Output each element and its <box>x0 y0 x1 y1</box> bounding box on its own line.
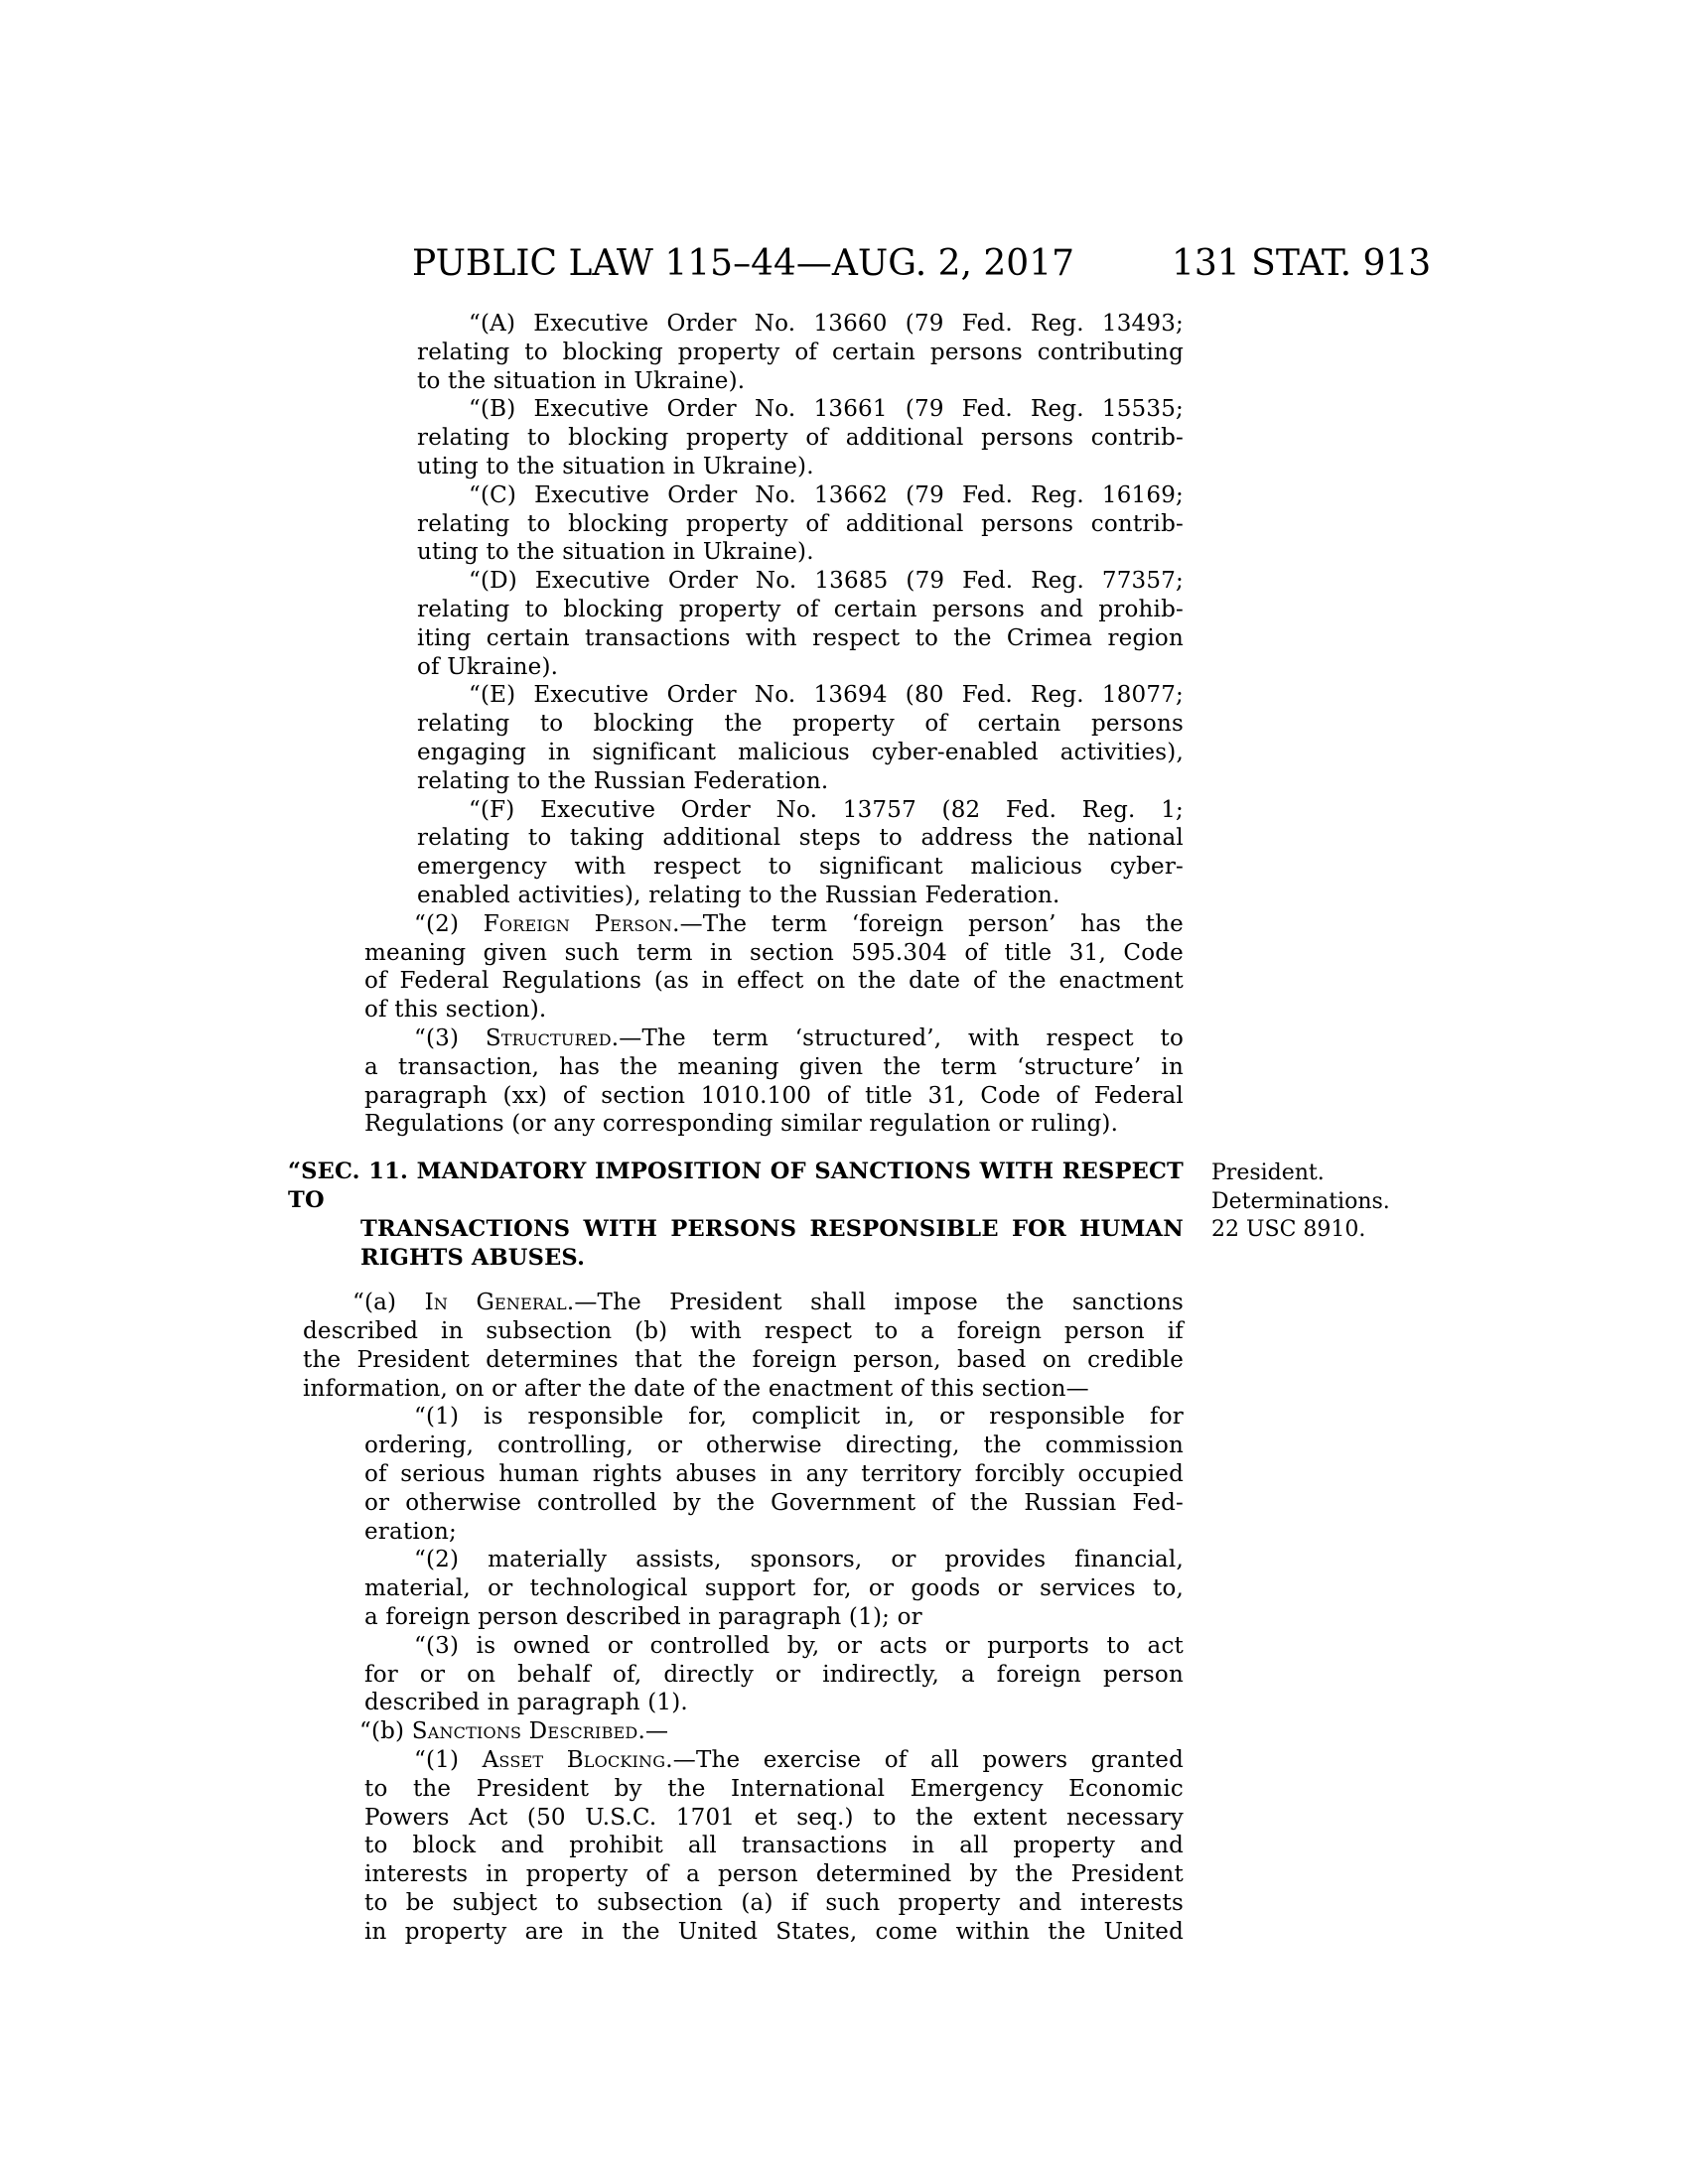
text-segment: engaging in significant malicious cyber-enabled activities), <box>417 739 1184 765</box>
text-line <box>469 481 1184 510</box>
text-segment: material, or technological support for, or goods or services to, <box>364 1575 1184 1602</box>
text-segment: ordering, controlling, or otherwise directing, the commission <box>364 1433 1184 1459</box>
text-line <box>364 1918 1184 1947</box>
text-line <box>364 1889 1184 1918</box>
text-line <box>364 1574 1184 1603</box>
text-line <box>364 1689 1184 1717</box>
small-caps-term: Asset Blocking <box>482 1747 666 1774</box>
text-segment: Powers Act (50 U.S.C. 1701 et seq.) to the extent necessary <box>364 1804 1184 1831</box>
text-line <box>414 1403 1184 1432</box>
text-segment: to the President by the International Emergency Economic <box>364 1775 1184 1802</box>
text-segment: “(1) <box>414 1747 483 1774</box>
text-segment: “SEC. 11. MANDATORY IMPOSITION OF SANCTIONS WITH RESPECT TO <box>288 1159 1184 1213</box>
text-line <box>469 310 1184 339</box>
text-line <box>364 996 1184 1024</box>
text-segment: or otherwise controlled by the Government of the Russian Fed- <box>364 1489 1184 1516</box>
text-line <box>359 1717 1184 1746</box>
text-segment: information, on or after the date of the enactment of this section— <box>303 1375 1089 1402</box>
text-line <box>414 1746 1184 1775</box>
text-segment: .—The President shall impose the sanctions <box>566 1290 1184 1316</box>
text-segment: “(A) Executive Order No. 13660 (79 Fed. Reg. 13493; <box>469 311 1184 337</box>
text-segment: relating to taking additional steps to address the national <box>417 825 1184 852</box>
text-segment: TRANSACTIONS WITH PERSONS RESPONSIBLE FOR HUMAN <box>360 1215 1184 1242</box>
section-heading <box>288 1158 1184 1272</box>
text-segment: uting to the situation in Ukraine). <box>417 539 814 566</box>
text-segment: described in subsection (b) with respect to a foreign person if <box>303 1318 1184 1345</box>
text-segment: Regulations (or any corresponding similar regulation or ruling). <box>364 1111 1119 1138</box>
text-line <box>364 1082 1184 1111</box>
text-segment: .—The exercise of all powers granted <box>665 1747 1185 1774</box>
text-segment: relating to blocking the property of certain persons <box>417 711 1184 738</box>
text-line <box>469 395 1184 424</box>
statute-text-block-1 <box>303 310 1184 1139</box>
text-segment: “(F) Executive Order No. 13757 (82 Fed. Reg. 1; <box>469 796 1184 823</box>
text-segment: of this section). <box>364 997 547 1024</box>
text-line <box>1211 1188 1470 1217</box>
text-segment: .—The term ‘foreign person’ has the <box>672 910 1184 937</box>
text-segment: Determinations. <box>1211 1188 1390 1214</box>
text-segment: relating to the Russian Federation. <box>417 767 829 794</box>
text-segment: RIGHTS ABUSES. <box>360 1244 586 1271</box>
text-line <box>417 710 1184 739</box>
text-line <box>414 1632 1184 1661</box>
text-segment: meaning given such term in section 595.304 of title 31, Code <box>364 939 1184 966</box>
small-caps-term: Sanctions Described <box>411 1718 638 1745</box>
text-segment: “(3) <box>414 1024 486 1051</box>
text-line <box>417 767 1184 796</box>
text-line <box>364 1832 1184 1860</box>
text-segment: 22 USC 8910. <box>1211 1217 1366 1243</box>
text-segment: a foreign person described in paragraph (1); or <box>364 1604 922 1631</box>
text-segment: for or on behalf of, directly or indirectly, a foreign person <box>364 1661 1184 1688</box>
text-line <box>364 1053 1184 1082</box>
text-line <box>303 1317 1184 1346</box>
text-line <box>303 1375 1184 1404</box>
text-line <box>364 1603 1184 1632</box>
small-caps-term: Structured <box>485 1024 612 1051</box>
text-segment: of serious human rights abuses in any territory forcibly occupied <box>364 1461 1184 1488</box>
text-segment: “(b) <box>359 1718 412 1745</box>
running-head-title: PUBLIC LAW 115–44—AUG. 2, 2017 <box>411 243 1075 284</box>
text-segment: emergency with respect to significant malicious cyber- <box>417 854 1184 881</box>
text-line <box>303 1346 1184 1375</box>
running-head-stat: 131 STAT. 913 <box>1172 243 1432 284</box>
text-line <box>364 1432 1184 1460</box>
text-segment: iting certain transactions with respect to the Crimea region <box>417 624 1184 651</box>
text-segment: “(D) Executive Order No. 13685 (79 Fed. Reg. 77357; <box>469 568 1184 595</box>
text-segment: to the situation in Ukraine). <box>417 367 746 394</box>
text-line <box>360 1244 1184 1273</box>
text-line <box>364 1460 1184 1489</box>
text-line <box>417 424 1184 453</box>
text-line <box>417 624 1184 653</box>
text-line <box>364 1804 1184 1833</box>
text-segment: .—The term ‘structured’, with respect to <box>611 1024 1184 1051</box>
text-line <box>288 1158 1184 1215</box>
small-caps-term: Foreign Person <box>483 910 673 937</box>
statute-text-column <box>288 310 1185 1947</box>
text-segment: relating to blocking property of additional persons contrib- <box>417 425 1184 452</box>
text-line <box>364 1860 1184 1889</box>
text-line <box>352 1289 1184 1317</box>
text-segment: “(3) is owned or controlled by, or acts or purports to act <box>414 1632 1184 1659</box>
text-line <box>1211 1216 1470 1245</box>
text-segment: uting to the situation in Ukraine). <box>417 453 814 479</box>
text-segment: enabled activities), relating to the Russian Federation. <box>417 882 1060 908</box>
text-line <box>364 1489 1184 1518</box>
text-segment: interests in property of a person determined by the President <box>364 1861 1184 1888</box>
text-segment: “(2) <box>414 910 484 937</box>
text-line <box>417 596 1184 624</box>
text-segment: to block and prohibit all transactions in all property and <box>364 1833 1184 1859</box>
text-line <box>469 567 1184 596</box>
text-line <box>1211 1160 1470 1188</box>
text-line <box>414 1546 1184 1574</box>
text-segment: “(1) is responsible for, complicit in, or responsible for <box>414 1404 1184 1431</box>
text-line <box>417 510 1184 539</box>
text-line <box>469 796 1184 825</box>
text-line <box>360 1215 1184 1244</box>
text-line <box>417 653 1184 682</box>
small-caps-term: In General <box>424 1290 567 1316</box>
text-segment: President. <box>1211 1160 1325 1185</box>
text-line <box>364 967 1184 996</box>
text-line <box>417 853 1184 882</box>
text-segment: the President determines that the foreign person, based on credible <box>303 1346 1184 1373</box>
text-line <box>364 1518 1184 1547</box>
text-line <box>364 1661 1184 1690</box>
text-line <box>364 1110 1184 1139</box>
text-segment: relating to blocking property of additional persons contrib- <box>417 510 1184 537</box>
text-line <box>414 1024 1184 1053</box>
text-segment: to be subject to subsection (a) if such property and interests <box>364 1890 1184 1917</box>
text-segment: described in paragraph (1). <box>364 1690 688 1716</box>
text-segment: in property are in the United States, come within the United <box>364 1918 1184 1945</box>
text-line <box>417 367 1184 396</box>
text-segment: .— <box>637 1718 669 1745</box>
text-segment: “(a) <box>352 1290 425 1316</box>
text-line <box>417 339 1184 367</box>
text-segment: of Ukraine). <box>417 653 559 680</box>
text-segment: of Federal Regulations (as in effect on the date of the enactment <box>364 968 1184 995</box>
text-line <box>417 739 1184 767</box>
text-segment: “(B) Executive Order No. 13661 (79 Fed. Reg. 15535; <box>469 396 1184 423</box>
text-segment: eration; <box>364 1518 457 1545</box>
text-segment: relating to blocking property of certain persons contributing <box>417 339 1184 365</box>
text-line <box>469 681 1184 710</box>
text-line <box>417 882 1184 910</box>
text-segment: a transaction, has the meaning given the term ‘structure’ in <box>364 1053 1184 1080</box>
text-line <box>414 910 1184 939</box>
text-line <box>364 1775 1184 1804</box>
text-segment: “(C) Executive Order No. 13662 (79 Fed. Reg. 16169; <box>469 481 1184 508</box>
text-line <box>417 453 1184 481</box>
text-segment: relating to blocking property of certain persons and prohib- <box>417 596 1184 622</box>
statute-text-block-2 <box>303 1289 1184 1946</box>
text-line <box>417 824 1184 853</box>
text-line <box>417 538 1184 567</box>
text-segment: “(2) materially assists, sponsors, or provides financial, <box>414 1547 1184 1573</box>
text-line <box>364 939 1184 968</box>
text-segment: “(E) Executive Order No. 13694 (80 Fed. Reg. 18077; <box>469 682 1184 709</box>
margin-note <box>1211 1160 1470 1245</box>
text-segment: paragraph (xx) of section 1010.100 of title 31, Code of Federal <box>364 1082 1184 1109</box>
